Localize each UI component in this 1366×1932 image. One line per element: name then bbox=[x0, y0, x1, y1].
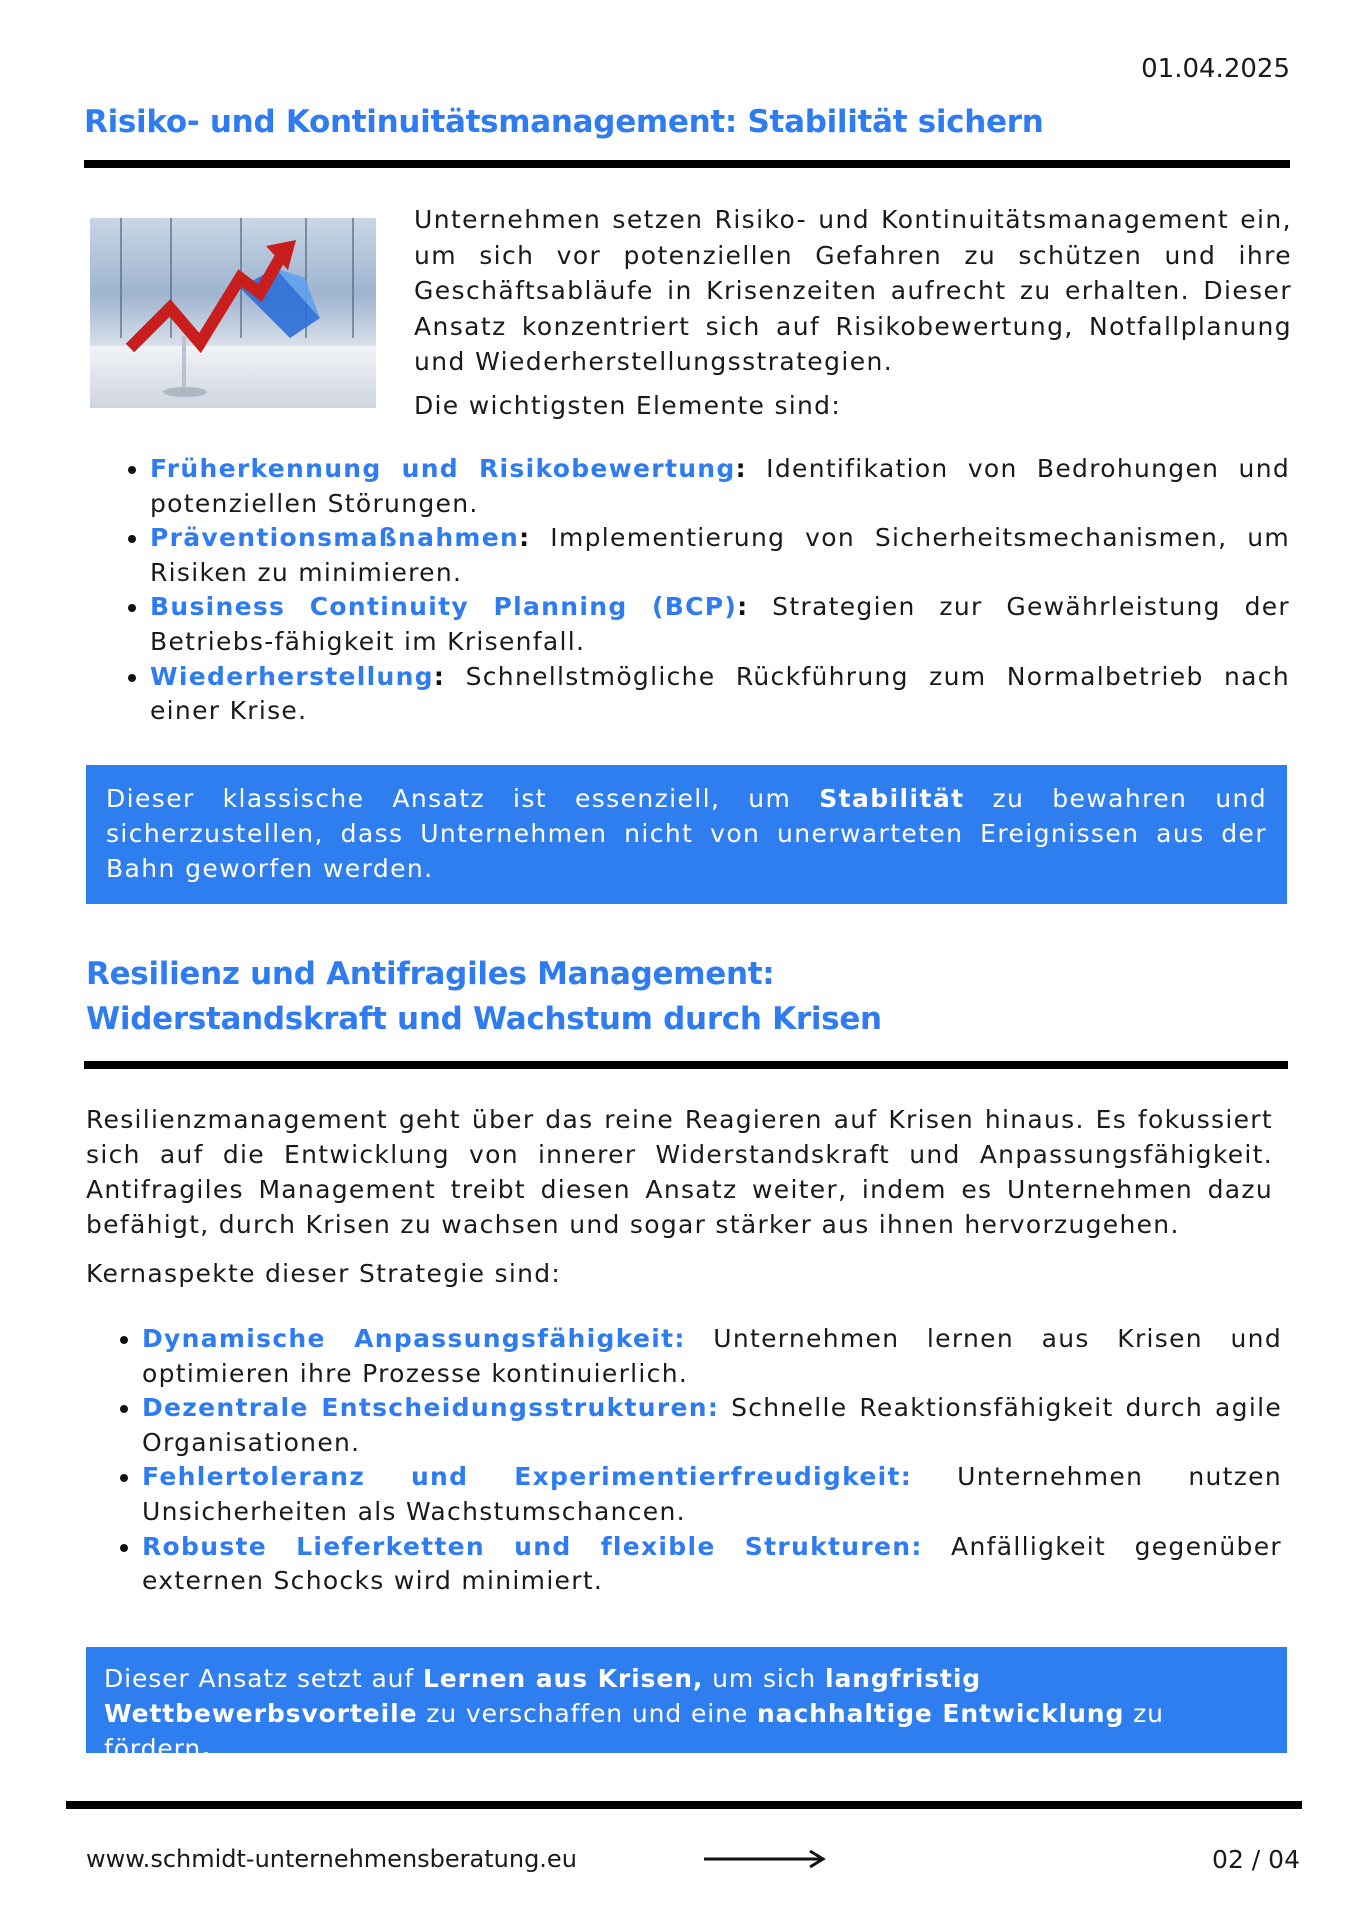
list-item-term: Robuste Lieferketten und flexible Strukturen: bbox=[142, 1531, 923, 1561]
business-chart-photo bbox=[90, 218, 376, 408]
page-number: 02 / 04 bbox=[1212, 1845, 1300, 1874]
section2-list-intro: Kernaspekte dieser Strategie sind: bbox=[86, 1259, 562, 1288]
section1-list bbox=[150, 452, 1290, 729]
section1-title: Risiko- und Kontinuitätsmanagement: Stabilität sichern bbox=[84, 104, 1044, 140]
list-item-term: Business Continuity Planning (BCP) bbox=[150, 592, 738, 622]
list-item bbox=[142, 1322, 1282, 1391]
arrow-right-icon[interactable] bbox=[704, 1848, 828, 1870]
section2-list bbox=[142, 1322, 1282, 1599]
footer-website-link[interactable]: www.schmidt-unternehmensberatung.eu bbox=[86, 1845, 577, 1873]
document-date: 01.04.2025 bbox=[1141, 54, 1290, 84]
section1-list-intro: Die wichtigsten Elemente sind: bbox=[414, 391, 842, 420]
list-item: Business Continuity Planning (BCP): Strategien zur Gewährleistung der Betriebs-fähigkeit im Krisenfall. bbox=[150, 590, 1290, 659]
list-item-text: Strategien zur Gewährleistung der Betriebs-fähigkeit im Krisenfall. bbox=[150, 592, 1291, 656]
list-item-term: Dezentrale Entscheidungsstrukturen: bbox=[142, 1393, 720, 1423]
list-item: Wiederherstellung: Schnellstmögliche Rückführung zum Normalbetrieb nach einer Krise. bbox=[150, 660, 1290, 729]
list-item-text: Identifikation von Bedrohungen und potenziellen Störungen. bbox=[150, 454, 1291, 518]
list-item-term: Wiederherstellung bbox=[150, 661, 434, 691]
list-item-text: Schnelle Reaktionsfähigkeit durch agile Organisationen. bbox=[142, 1393, 1282, 1457]
list-item bbox=[142, 1460, 1282, 1529]
list-item: Früherkennung und Risikobewertung: Identifikation von Bedrohungen und potenziellen Störungen. bbox=[150, 452, 1290, 521]
footer-rule bbox=[66, 1801, 1302, 1809]
list-item-term: Präventionsmaßnahmen bbox=[150, 523, 520, 553]
section2-intro: Resilienzmanagement geht über das reine Reagieren auf Krisen hinaus. Es fokussiert sich auf die Entwicklung von innerer Widerstandskraft und Anpassungsfähigkeit. Antifragiles Management treibt diesen Ansatz weiter, indem es Unternehmen dazu befähigt, durch Krisen zu wachsen und sogar stärker aus ihnen hervorzugehen. bbox=[86, 1105, 1273, 1239]
section2-title: Resilienz und Antifragiles Management: Widerstandskraft und Wachstum durch Krisen bbox=[86, 956, 882, 1037]
section1-intro: Unternehmen setzen Risiko- und Kontinuitätsmanagement ein, um sich vor potenziellen Gefahren zu schützen und ihre Geschäftsabläufe in Krisenzeiten aufrecht zu erhalten. Dieser Ansatz konzentriert sich auf Risikobewertung, Notfallplanung und Wiederherstellungsstrategien. bbox=[414, 205, 1292, 376]
list-item bbox=[142, 1530, 1282, 1599]
list-item bbox=[142, 1391, 1282, 1460]
section2-callout: Dieser Ansatz setzt auf Lernen aus Krisen, um sich langfristig Wettbewerbsvorteile zu verschaffen und eine nachhaltige Entwicklung zu fördern. bbox=[86, 1647, 1287, 1753]
list-item: Präventionsmaßnahmen: Implementierung von Sicherheitsmechanismen, um Risiken zu minimieren. bbox=[150, 521, 1290, 590]
list-item-text: Unternehmen nutzen Unsicherheiten als Wachstumschancen. bbox=[142, 1462, 1282, 1526]
list-item-term: Dynamische Anpassungsfähigkeit: bbox=[142, 1324, 686, 1353]
section1-rule bbox=[84, 160, 1290, 168]
section1-callout: Dieser klassische Ansatz ist essenziell, um Stabilität zu bewahren und sicherzustellen, dass Unternehmen nicht von unerwarteten Ereignissen aus der Bahn geworfen werden. bbox=[86, 765, 1287, 904]
list-item-term: Früherkennung und Risikobewertung bbox=[150, 454, 736, 483]
list-item-text: Implementierung von Sicherheitsmechanismen, um Risiken zu minimieren. bbox=[150, 523, 1290, 587]
list-item-text: Anfälligkeit gegenüber externen Schocks wird minimiert. bbox=[142, 1531, 1282, 1596]
list-item-text: Schnellstmögliche Rückführung zum Normalbetrieb nach einer Krise. bbox=[150, 661, 1290, 726]
list-item-text: Unternehmen lernen aus Krisen und optimieren ihre Prozesse kontinuierlich. bbox=[142, 1324, 1282, 1388]
list-item-term: Fehlertoleranz und Experimentierfreudigkeit: bbox=[142, 1462, 913, 1492]
chart-arrow-icon bbox=[90, 218, 376, 408]
section2-rule bbox=[84, 1061, 1288, 1069]
